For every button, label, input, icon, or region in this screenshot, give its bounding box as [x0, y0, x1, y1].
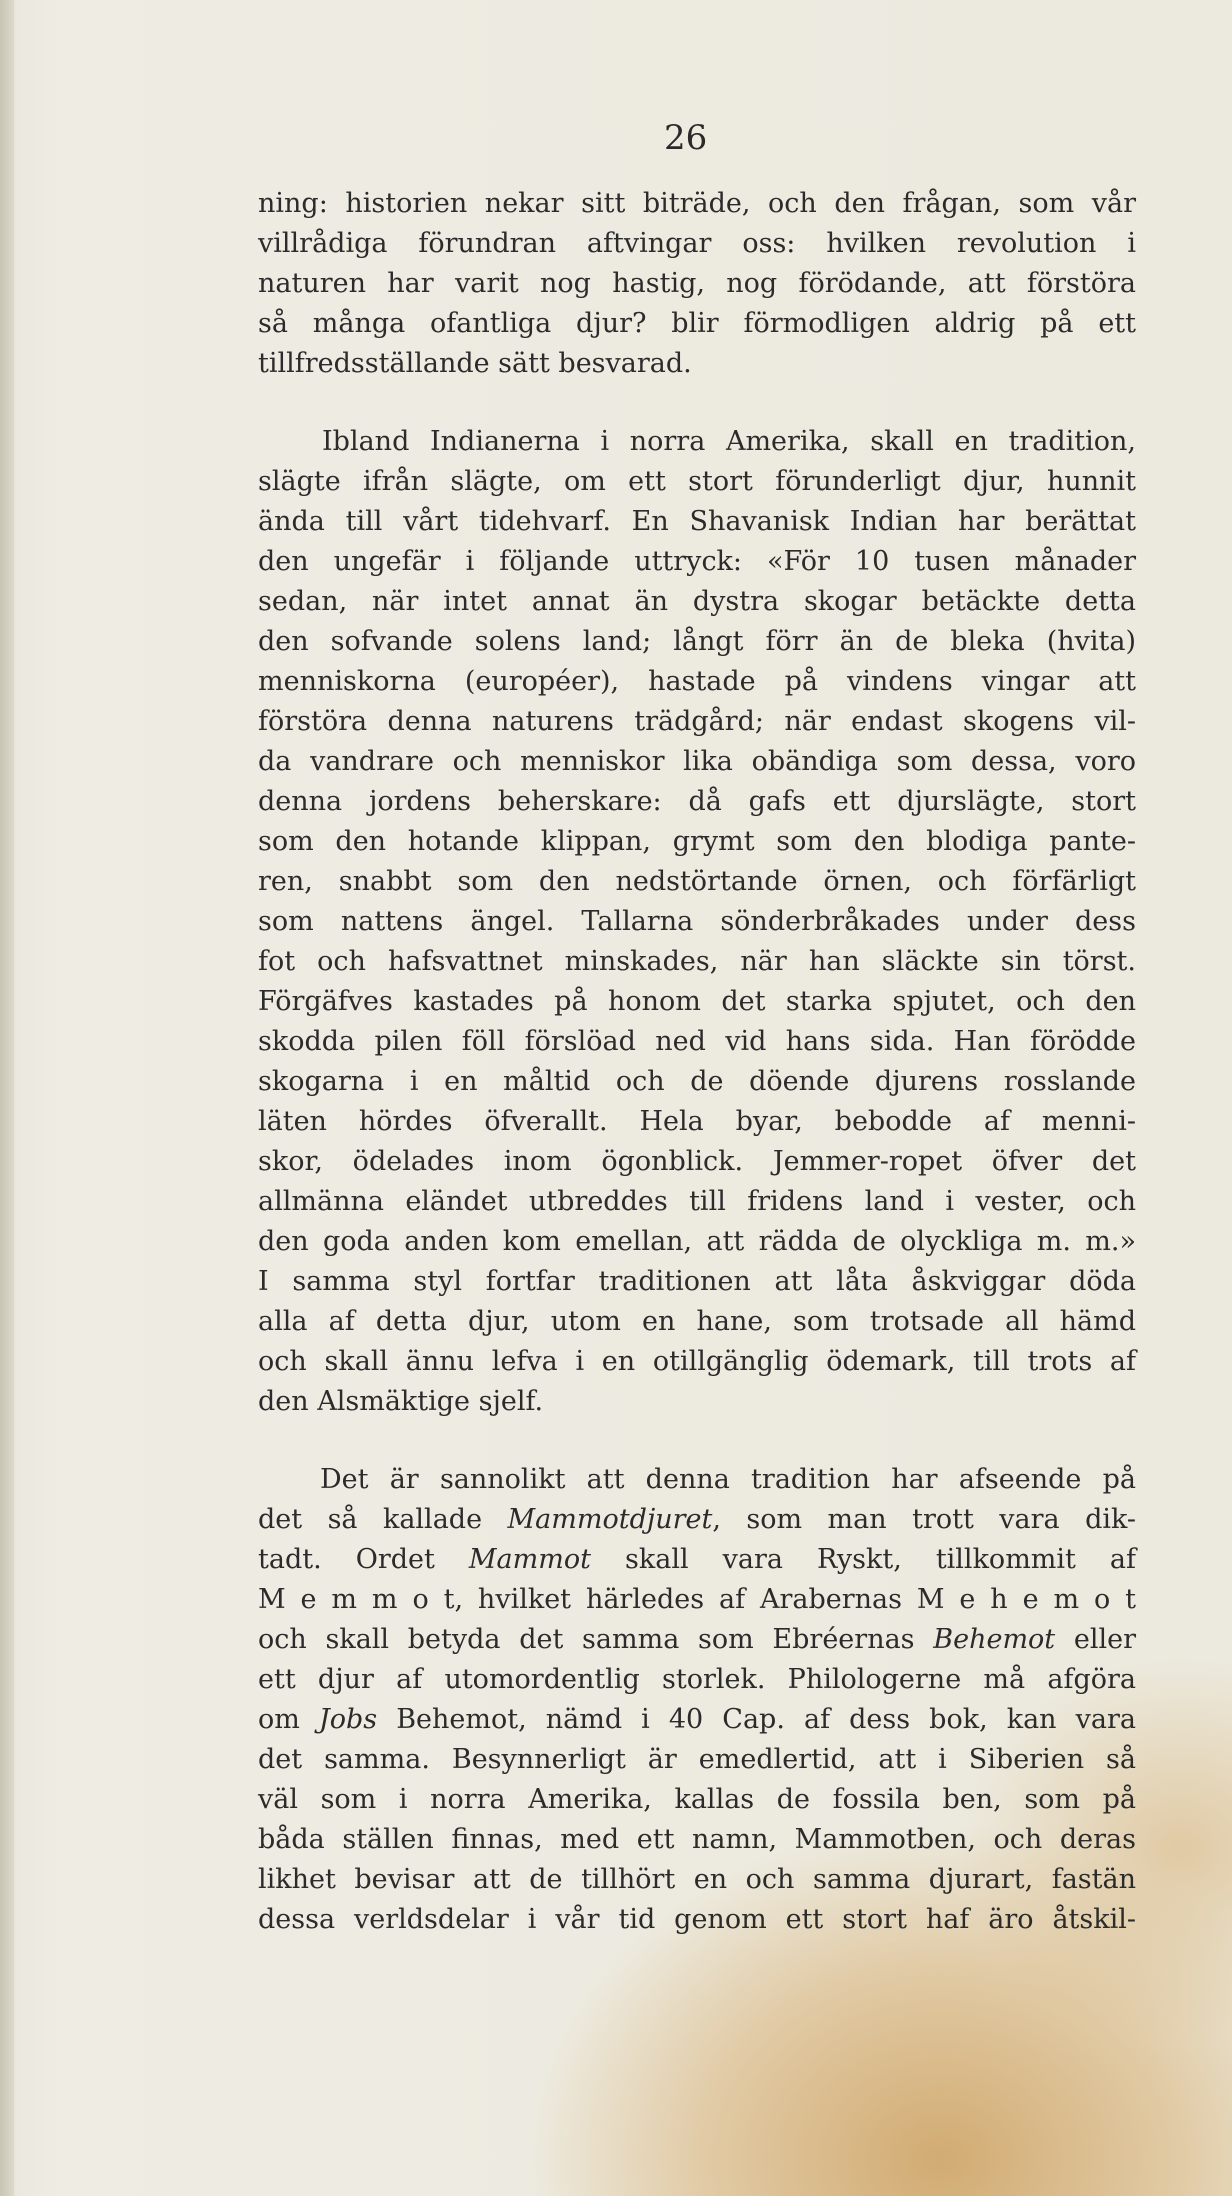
text-line: denna jordens beherskare: då gafs ett djurslägte, stort	[258, 786, 1136, 817]
text-line: dessa verldsdelar i vår tid genom ett stort haf äro åtskil-	[258, 1904, 1136, 1935]
text-line: den sofvande solens land; långt förr än de bleka (hvita)	[258, 626, 1136, 657]
text-line	[258, 1620, 1136, 1660]
text-line: naturen har varit nog hastig, nog förödande, att förstöra	[258, 268, 1136, 299]
text-body	[258, 184, 1136, 1940]
text-line: Ibland Indianerna i norra Amerika, skall en tradition,	[322, 426, 1136, 457]
page-number: 26	[664, 118, 708, 158]
text-line: alla af detta djur, utom en hane, som trotsade all hämd	[258, 1306, 1136, 1337]
text-line: likhet bevisar att de tillhört en och samma djurart, fastän	[258, 1864, 1136, 1895]
text-line: skodda pilen föll förslöad ned vid hans sida. Han förödde	[258, 1026, 1136, 1057]
text-segment: skall vara Ryskt, tillkommit af	[590, 1544, 1137, 1575]
text-line: tillfredsställande sätt besvarad.	[258, 348, 692, 379]
text-line: så många ofantliga djur? blir förmodligen aldrig på ett	[258, 308, 1136, 339]
italic-term: Jobs	[318, 1704, 378, 1735]
text-segment: tadt. Ordet	[258, 1544, 469, 1575]
text-line	[258, 1500, 1136, 1540]
text-segment: , som man trott vara dik-	[712, 1504, 1136, 1535]
text-line: allmänna eländet utbreddes till fridens land i vester, och	[258, 1186, 1136, 1217]
paragraph-1	[258, 184, 1136, 384]
text-line: som nattens ängel. Tallarna sönderbråkades under dess	[258, 906, 1136, 937]
text-line: den ungefär i följande uttryck: «För 10 tusen månader	[258, 546, 1136, 577]
text-line: fot och hafsvattnet minskades, när han släckte sin törst.	[258, 946, 1136, 977]
text-segment: det så kallade	[258, 1504, 508, 1535]
italic-term: Mammot	[468, 1544, 591, 1575]
text-line: M e m m o t, hvilket härledes af Arabernas M e h e m o t	[258, 1584, 1136, 1615]
italic-term: Behemot	[933, 1624, 1056, 1655]
paragraph-gap	[258, 1422, 1136, 1460]
paragraph-gap	[258, 384, 1136, 422]
text-line: båda ställen finnas, med ett namn, Mammotben, och deras	[258, 1824, 1136, 1855]
text-line: det samma. Besynnerligt är emedlertid, att i Siberien så	[258, 1744, 1136, 1775]
italic-term: Mammotdjuret	[507, 1504, 713, 1535]
paragraph-2	[258, 422, 1136, 1422]
text-line: som den hotande klippan, grymt som den blodiga pante-	[258, 826, 1136, 857]
text-line: förstöra denna naturens trädgård; när endast skogens vil-	[258, 706, 1136, 737]
text-line: skogarna i en måltid och de döende djurens rosslande	[258, 1066, 1136, 1097]
text-line: I samma styl fortfar traditionen att låta åskviggar döda	[258, 1266, 1136, 1297]
text-line: sedan, när intet annat än dystra skogar betäckte detta	[258, 586, 1136, 617]
paragraph-3	[258, 1460, 1136, 1940]
text-segment: och skall betyda det samma som Ebréernas	[258, 1624, 934, 1655]
text-line: läten hördes öfverallt. Hela byar, bebodde af menni-	[258, 1106, 1136, 1137]
text-line: och skall ännu lefva i en otillgänglig ödemark, till trots af	[258, 1346, 1136, 1377]
text-line: ren, snabbt som den nedstörtande örnen, och förfärligt	[258, 866, 1136, 897]
text-line: ett djur af utomordentlig storlek. Philologerne må afgöra	[258, 1664, 1136, 1695]
text-segment: eller	[1055, 1624, 1136, 1655]
text-line: ända till vårt tidehvarf. En Shavanisk Indian har berättat	[258, 506, 1136, 537]
text-line: väl som i norra Amerika, kallas de fossila ben, som på	[258, 1784, 1136, 1815]
text-line: ning: historien nekar sitt biträde, och den frågan, som vår	[258, 188, 1136, 219]
text-line: menniskorna (européer), hastade på vindens vingar att	[258, 666, 1136, 697]
text-line	[258, 1700, 1136, 1740]
text-line: villrådiga förundran aftvingar oss: hvilken revolution i	[258, 228, 1136, 259]
text-line: den Alsmäktige sjelf.	[258, 1386, 544, 1417]
text-line: skor, ödelades inom ögonblick. Jemmer-ropet öfver det	[258, 1146, 1136, 1177]
text-segment: Behemot, nämd i 40 Cap. af dess bok, kan vara	[377, 1704, 1136, 1735]
text-line: da vandrare och menniskor lika obändiga som dessa, voro	[258, 746, 1136, 777]
text-line: slägte ifrån slägte, om ett stort förunderligt djur, hunnit	[258, 466, 1136, 497]
text-line: Det är sannolikt att denna tradition har afseende på	[320, 1464, 1136, 1495]
binding-edge	[0, 0, 14, 2196]
text-line: den goda anden kom emellan, att rädda de olyckliga m. m.»	[258, 1226, 1136, 1257]
text-line	[258, 1540, 1136, 1580]
text-segment: om	[258, 1704, 319, 1735]
text-line: Förgäfves kastades på honom det starka spjutet, och den	[258, 986, 1136, 1017]
